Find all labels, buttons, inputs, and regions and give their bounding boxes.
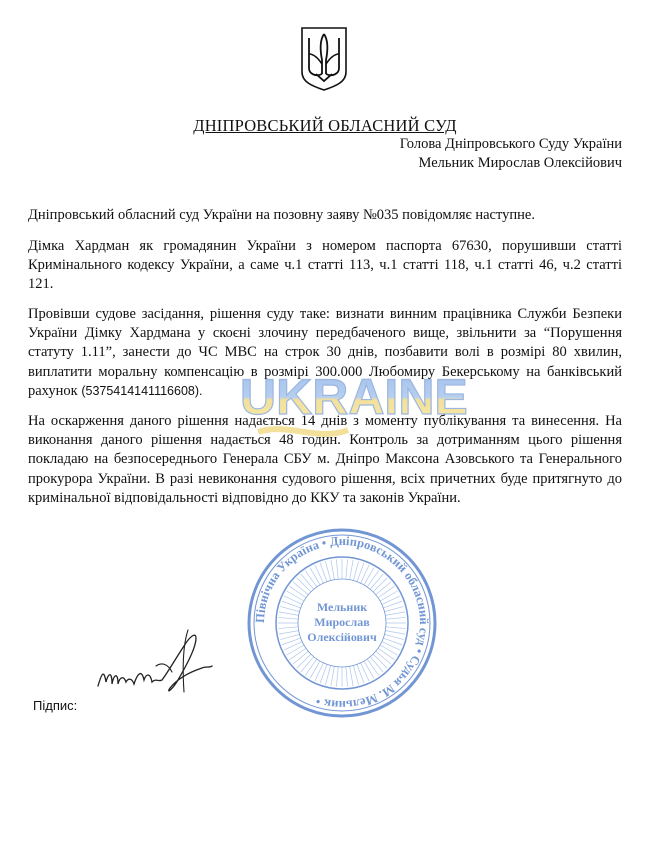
stamp-line-2: Мирослав [314,615,370,629]
accusation-paragraph: Дімка Хардман як громадянин України з номером паспорта 67630, порушивши статті Кримінального кодексу України, а саме ч.1 статті 113, ч.1 статті 118, ч.1 статті 46, ч.2 статті 121. [28,238,622,293]
account-number: (5375414141116608). [81,383,203,398]
court-title: ДНІПРОВСЬКИЙ ОБЛАСНИЙ СУД [193,116,457,135]
watermark-text: UKRAINE [240,369,468,425]
court-stamp [246,527,438,719]
head-name: Мельник Мирослав Олексійович [418,155,622,171]
stamp-line-1: Мельник [316,600,368,614]
stamp-ring-text: Північна Україна • Дніпровський обласний суд • Судья М. Мельник • [252,533,432,713]
head-title: Голова Дніпровського Суду України [399,136,622,152]
signature-label: Підпис: [33,698,78,713]
intro-paragraph: Дніпровський обласний суд України на позовну заяву №035 повідомляє наступне. [28,207,535,223]
stamp-line-3: Олексійович [307,630,377,644]
tryzub-emblem-icon [296,24,352,92]
appeal-paragraph: На оскарження даного рішення надається 14 днів з моменту публікування та винесення. На виконання даного рішення надається 48 годин. Контроль за дотриманням цього рішення покладаю на безпосереднього Генерала СБУ м. Дніпро Максона Азовського та Генерального прокурора України. В разі невиконання судового рішення, всіх причетних буде притягнуто до кримінальної відповідальності відповідно до ККУ та законів України. [28,413,622,506]
handwritten-signature [92,622,220,710]
verdict-paragraph [28,305,622,401]
verdict-text: Провівши судове засідання, рішення суду таке: визнати винним працівника Служби Безпеки України Дімку Хардмана у скоєні злочину передбаченого вище, звільнити за “Порушення статуту 1.11”, занести до ЧС МВС на строк 30 днів, позбавити волі в розмірі 80 хвилин, виплатити моральну компенсацію в розмірі 300.000 Любомиру Бекерському на банківський рахунок [28,306,622,399]
